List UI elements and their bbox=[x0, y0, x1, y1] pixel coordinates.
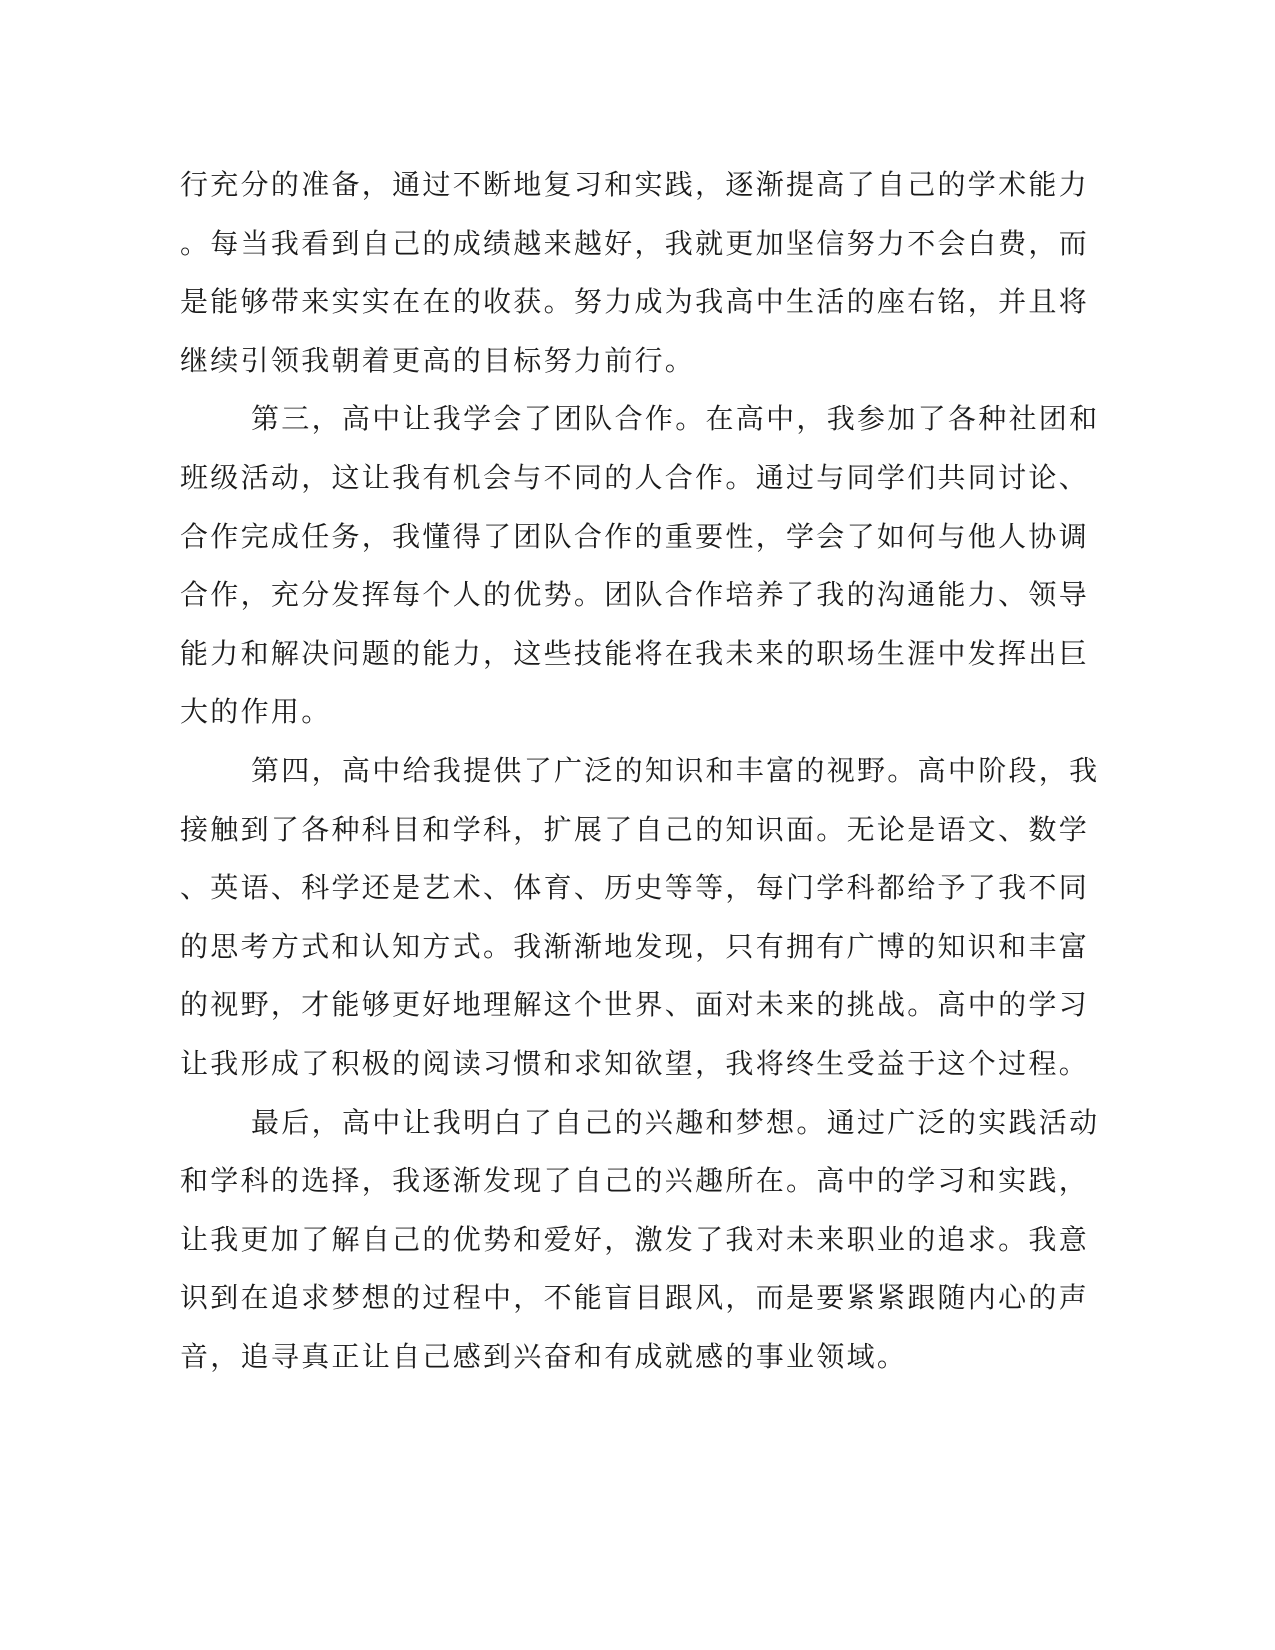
text-line: 让我更加了解自己的优势和爱好，激发了我对未来职业的追求。我意 bbox=[180, 1222, 1090, 1256]
text-line: 继续引领我朝着更高的目标努力前行。 bbox=[180, 343, 696, 377]
paragraph-first-line: 最后，高中让我明白了自己的兴趣和梦想。通过广泛的实践活动 bbox=[251, 1105, 1100, 1139]
text-line: 的思考方式和认知方式。我渐渐地发现，只有拥有广博的知识和丰富 bbox=[180, 929, 1090, 963]
body-text bbox=[180, 156, 1100, 1386]
text-line: 合作，充分发挥每个人的优势。团队合作培养了我的沟通能力、领导 bbox=[180, 578, 1090, 612]
text-line: 是能够带来实实在在的收获。努力成为我高中生活的座右铭，并且将 bbox=[180, 285, 1090, 319]
text-line: 能力和解决问题的能力，这些技能将在我未来的职场生涯中发挥出巨 bbox=[180, 636, 1090, 670]
text-line: 、英语、科学还是艺术、体育、历史等等，每门学科都给予了我不同 bbox=[180, 871, 1090, 905]
text-line: 。每当我看到自己的成绩越来越好，我就更加坚信努力不会白费，而 bbox=[180, 226, 1090, 260]
paragraph-first-line: 第三，高中让我学会了团队合作。在高中，我参加了各种社团和 bbox=[251, 402, 1100, 436]
text-line: 大的作用。 bbox=[180, 695, 332, 729]
text-line: 音，追寻真正让自己感到兴奋和有成就感的事业领域。 bbox=[180, 1339, 908, 1373]
text-line: 接触到了各种科目和学科，扩展了自己的知识面。无论是语文、数学 bbox=[180, 812, 1090, 846]
text-line: 行充分的准备，通过不断地复习和实践，逐渐提高了自己的学术能力 bbox=[180, 168, 1090, 201]
paragraph-first-line: 第四，高中给我提供了广泛的知识和丰富的视野。高中阶段，我 bbox=[251, 753, 1100, 787]
text-line: 和学科的选择，我逐渐发现了自己的兴趣所在。高中的学习和实践， bbox=[180, 1164, 1090, 1198]
text-line: 的视野，才能够更好地理解这个世界、面对未来的挑战。高中的学习 bbox=[180, 988, 1090, 1022]
text-line: 识到在追求梦想的过程中，不能盲目跟风，而是要紧紧跟随内心的声 bbox=[180, 1281, 1090, 1315]
text-line: 班级活动，这让我有机会与不同的人合作。通过与同学们共同讨论、 bbox=[180, 460, 1090, 494]
text-line: 让我形成了积极的阅读习惯和求知欲望，我将终生受益于这个过程。 bbox=[180, 1046, 1090, 1080]
text-line: 合作完成任务，我懂得了团队合作的重要性，学会了如何与他人协调 bbox=[180, 519, 1090, 553]
